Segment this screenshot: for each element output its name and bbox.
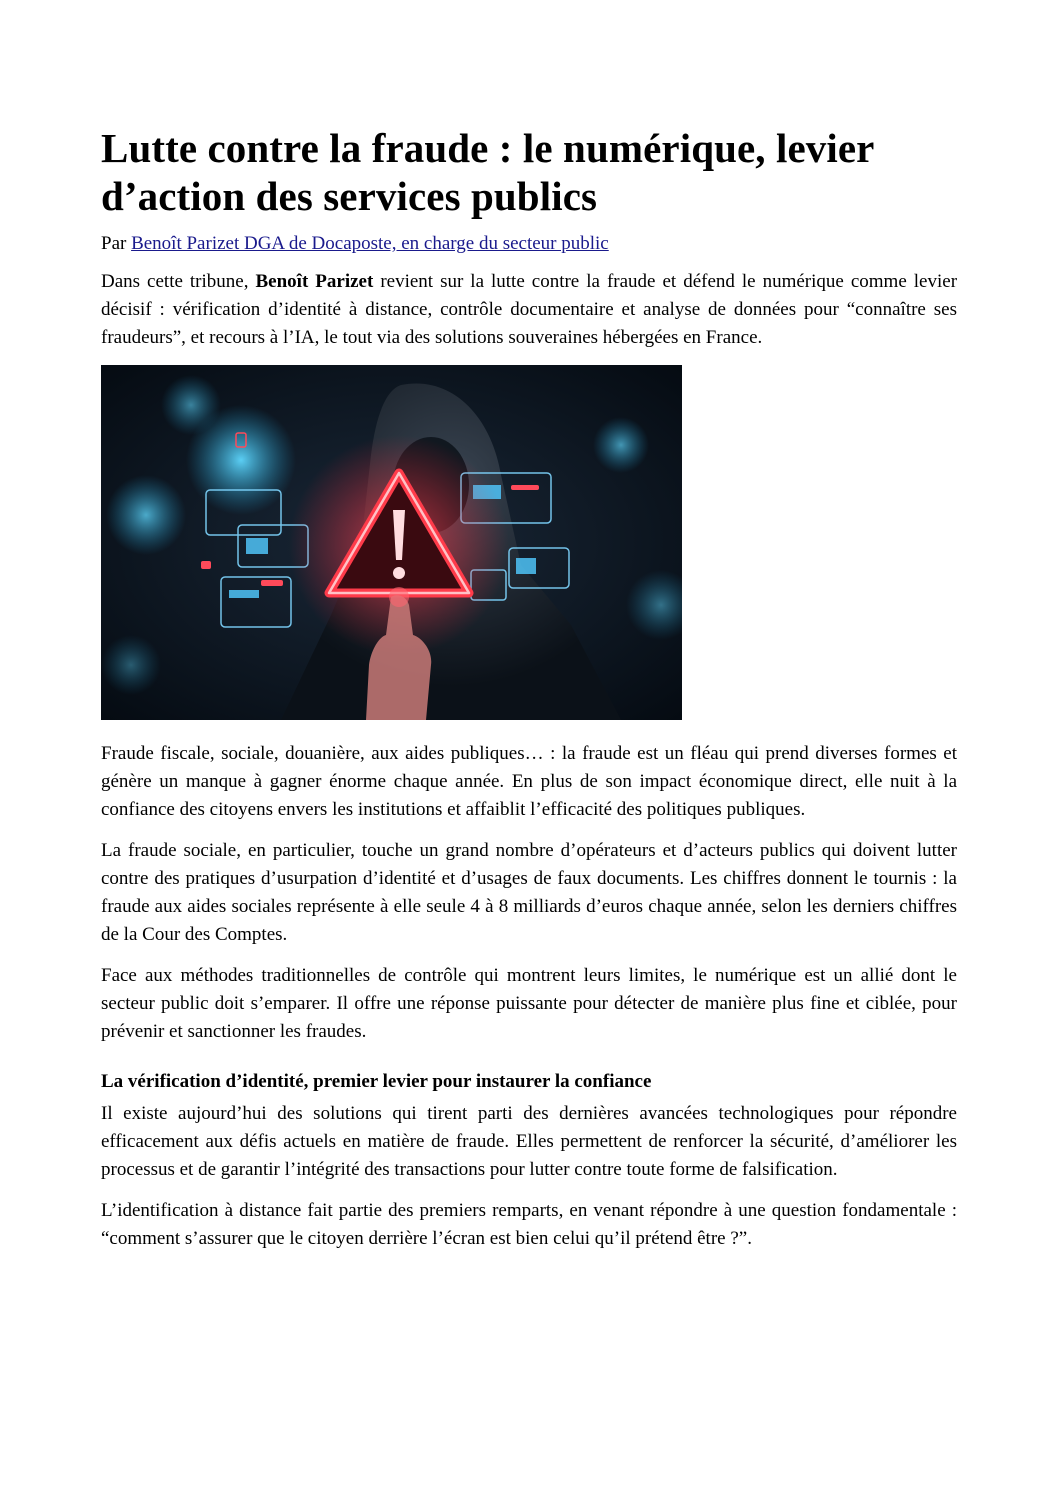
article <box>101 124 957 1253</box>
article-image <box>101 365 682 720</box>
byline <box>101 232 957 256</box>
lead-start: Dans cette tribune, <box>101 271 249 292</box>
section-paragraph: L’identification à distance fait partie des premiers remparts, en venant répondre à une question fondamentale : “comment s’assurer que le citoyen derrière l’écran est bien celui qu’il prétend être ?”. <box>101 1200 957 1249</box>
body-paragraph: Face aux méthodes traditionnelles de contrôle qui montrent leurs limites, le numérique est un allié dont le secteur public doit s’emparer. Il offre une réponse puissante pour détecter de manière plus fine et ciblée, pour prévenir et sanctionner les fraudes. <box>101 965 957 1042</box>
lead-rest: revient sur la lutte contre la fraude et défend le numérique comme levier décisif : vérification d’identité à distance, contrôle documentaire et analyse de données pour “connaître ses fraudeurs”, et recours à l’IA, le tout via des solutions souveraines hébergées en France. <box>101 271 958 348</box>
section-heading: La vérification d’identité, premier levier pour instaurer la confiance <box>101 1071 652 1092</box>
body-paragraph: Fraude fiscale, sociale, douanière, aux aides publiques… : la fraude est un fléau qui prend diverses formes et génère un manque à gagner énorme chaque année. En plus de son impact économique direct, elle nuit à la confiance des citoyens envers les institutions et affaiblit l’efficacité des politiques publiques. <box>101 743 957 820</box>
lead-paragraph <box>101 268 957 352</box>
article-title: Lutte contre la fraude : le numérique, levier d’action des services publics <box>101 125 874 219</box>
lead-author: Benoît Parizet <box>255 271 374 292</box>
body-paragraph: La fraude sociale, en particulier, touche un grand nombre d’opérateurs et d’acteurs publics qui doivent lutter contre des pratiques d’usurpation d’identité et d’usages de faux documents. Les chiffres donnent le tournis : la fraude aux aides sociales représente à elle seule 4 à 8 milliards d’euros chaque année, selon les derniers chiffres de la Cour des Comptes. <box>101 840 957 945</box>
author-link[interactable]: Benoît Parizet DGA de Docaposte, en charge du secteur public <box>131 233 609 254</box>
section-paragraph: Il existe aujourd’hui des solutions qui tirent parti des dernières avancées technologiques pour répondre efficacement aux défis actuels en matière de fraude. Elles permettent de renforcer la sécurité, d’améliorer les processus et de garantir l’intégrité des transactions pour lutter contre toute forme de falsification. <box>101 1103 957 1180</box>
byline-prefix: Par <box>101 233 127 254</box>
